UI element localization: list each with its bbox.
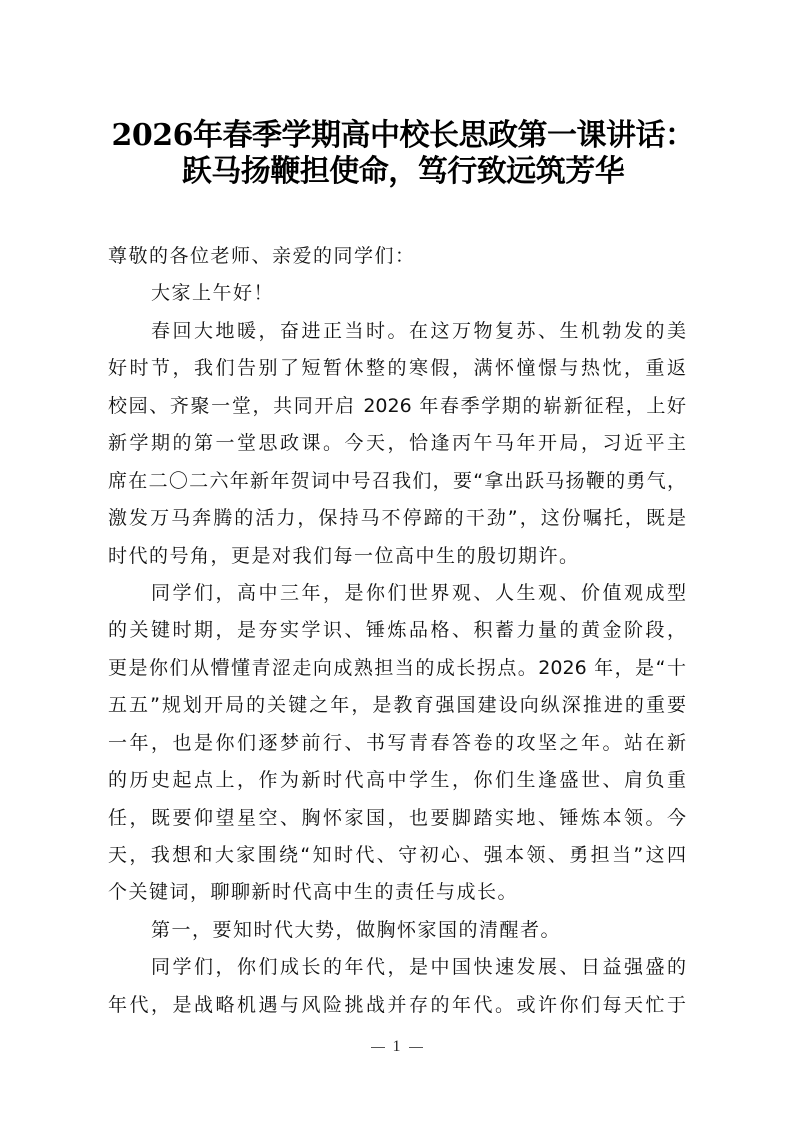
document-body xyxy=(108,238,686,1024)
title-line-1: 2026年春季学期高中校长思政第一课讲话： xyxy=(111,118,695,153)
text-line: 席在二〇二六年新年贺词中号召我们，要“拿出跃马扬鞭的勇气， xyxy=(108,469,686,492)
text-line: 同学们，你们成长的年代，是中国快速发展、日益强盛的 xyxy=(151,956,686,979)
document-title xyxy=(90,118,716,190)
text-line: 一年，也是你们逐梦前行、书写青春答卷的攻坚之年。站在新 xyxy=(108,731,686,754)
text-line: 第一，要知时代大势，做胸怀家国的清醒者。 xyxy=(151,918,562,941)
text-line: 好时节，我们告别了短暂休整的寒假，满怀憧憬与热忱，重返 xyxy=(108,357,686,380)
text-line: 任，既要仰望星空、胸怀家国，也要脚踏实地、锤炼本领。今 xyxy=(108,806,686,829)
page-number: 1 xyxy=(392,1038,401,1055)
text-line: 激发万马奔腾的活力，保持马不停蹄的干劲”，这份嘱托，既是 xyxy=(108,507,686,530)
text-line: 年代，是战略机遇与风险挑战并存的年代。或许你们每天忙于 xyxy=(108,993,686,1016)
text-line: 天，我想和大家围绕“知时代、守初心、强本领、勇担当”这四 xyxy=(108,844,686,866)
page-footer xyxy=(0,1038,793,1056)
text-line: 时代的号角，更是对我们每一位高中生的殷切期许。 xyxy=(108,544,580,567)
text-line: 的历史起点上，作为新时代高中学生，你们生逢盛世、肩负重 xyxy=(108,769,686,792)
dash-left xyxy=(371,1047,385,1048)
dash-right xyxy=(409,1047,423,1048)
text-line: 同学们，高中三年，是你们世界观、人生观、价值观成型 xyxy=(151,581,686,604)
text-line: 春回大地暖，奋进正当时。在这万物复苏、生机勃发的美 xyxy=(151,319,686,342)
text-line: 校园、齐聚一堂，共同开启 2026 年春季学期的崭新征程，上好 xyxy=(108,394,686,417)
text-line: 大家上午好！ xyxy=(151,282,275,305)
title-line-2: 跃马扬鞭担使命，笃行致远筑芳华 xyxy=(181,154,625,189)
text-line: 尊敬的各位老师、亲爱的同学们： xyxy=(108,245,416,267)
text-line: 个关键词，聊聊新时代高中生的责任与成长。 xyxy=(108,881,519,904)
text-line: 新学期的第一堂思政课。今天，恰逢丙午马年开局，习近平主 xyxy=(108,432,686,455)
text-line: 更是你们从懵懂青涩走向成熟担当的成长拐点。2026 年，是“十 xyxy=(108,656,686,679)
text-line: 五五”规划开局的关键之年，是教育强国建设向纵深推进的重要 xyxy=(108,694,686,717)
text-line: 的关键时期，是夯实学识、锤炼品格、积蓄力量的黄金阶段， xyxy=(108,619,686,642)
